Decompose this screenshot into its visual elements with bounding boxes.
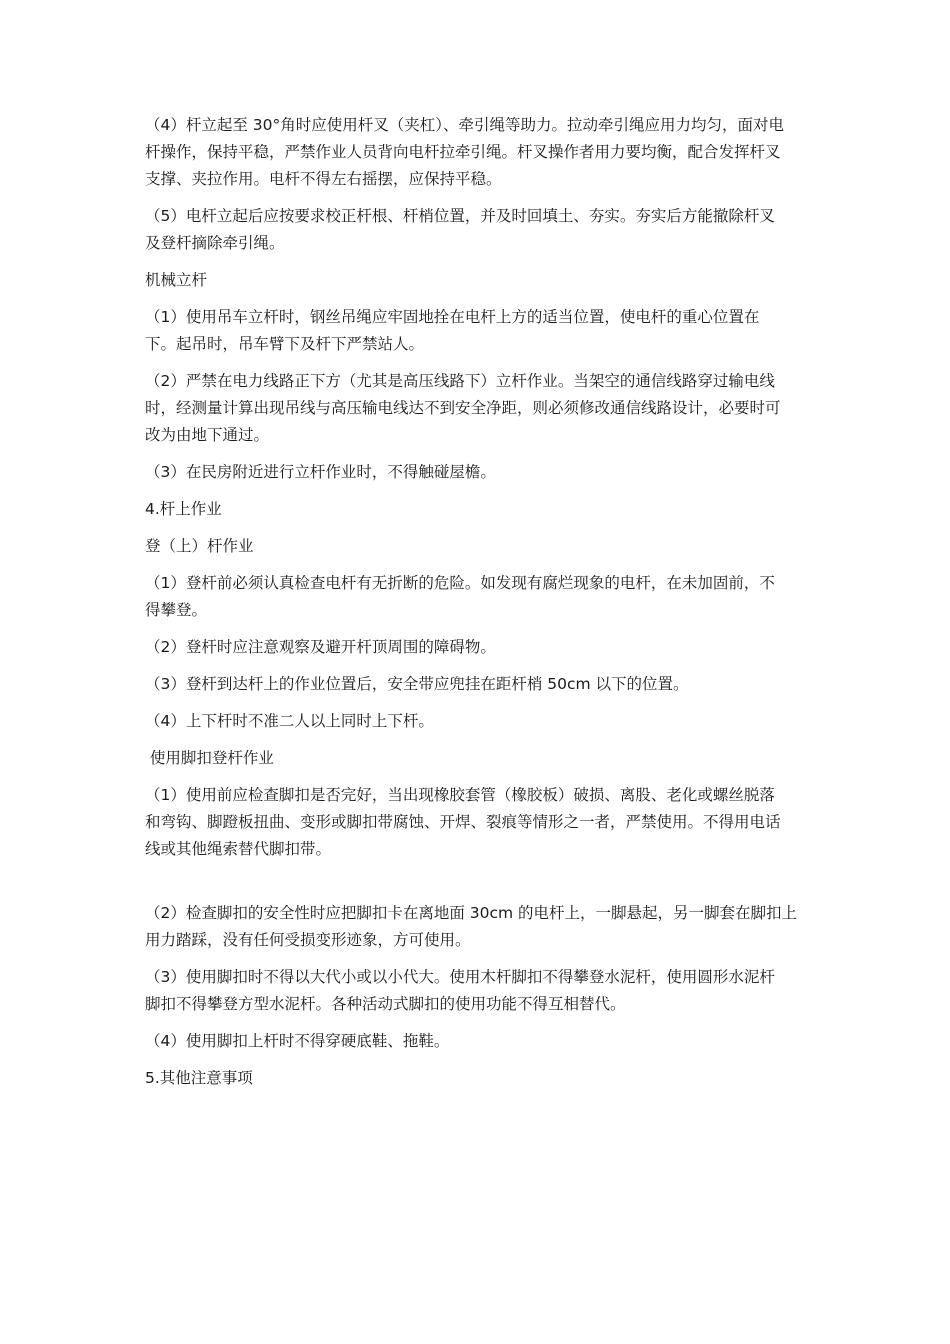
paragraph-buckle-1 <box>145 782 810 863</box>
paragraph-crane-2 <box>145 368 810 449</box>
text-line: （2）严禁在电力线路正下方（尤其是高压线路下）立杆作业。当架空的通信线路穿过输电线 <box>145 372 775 390</box>
text-line: 杆操作，保持平稳，严禁作业人员背向电杆拉牵引绳。杆叉操作者用力要均衡，配合发挥杆叉 <box>145 143 781 161</box>
text-line: 用力踏踩，没有任何受损变形迹象，方可使用。 <box>145 931 471 949</box>
text-line: （2）登杆时应注意观察及避开杆顶周围的障碍物。 <box>145 638 496 656</box>
text-line: （4）使用脚扣上杆时不得穿硬底鞋、拖鞋。 <box>145 1032 450 1050</box>
text-line: 下。起吊时，吊车臂下及杆下严禁站人。 <box>145 335 425 353</box>
text-line: 4.杆上作业 <box>145 500 222 518</box>
text-line: （1）使用前应检查脚扣是否完好，当出现橡胶套管（橡胶板）破损、离股、老化或螺丝脱落 <box>145 786 775 804</box>
text-line: （3）登杆到达杆上的作业位置后，安全带应兜挂在距杆梢 50cm 以下的位置。 <box>145 675 689 693</box>
paragraph-crane-1 <box>145 304 810 358</box>
paragraph-climb-4 <box>145 708 810 735</box>
text-line: （1）登杆前必须认真检查电杆有无折断的危险。如发现有腐烂现象的电杆，在未加固前，不 <box>145 574 775 592</box>
paragraph-pole-raising-5 <box>145 203 810 257</box>
text-line: （2）检查脚扣的安全性时应把脚扣卡在离地面 30cm 的电杆上，一脚悬起，另一脚套在脚扣上 <box>145 904 798 922</box>
text-line: 时，经测量计算出现吊线与高压输电线达不到安全净距，则必须修改通信线路设计，必要时可 <box>145 399 781 417</box>
paragraph-buckle-3 <box>145 964 810 1018</box>
paragraph-climb-2 <box>145 634 810 661</box>
document-body <box>145 112 810 1092</box>
paragraph-climb-3 <box>145 671 810 698</box>
text-line: 改为由地下通过。 <box>145 426 270 444</box>
paragraph-climb-1 <box>145 570 810 624</box>
text-line: 线或其他绳索替代脚扣带。 <box>145 840 332 858</box>
text-line: （4）上下杆时不准二人以上同时上下杆。 <box>145 712 434 730</box>
paragraph-crane-3 <box>145 459 810 486</box>
heading-mechanical-pole-raising <box>145 267 810 294</box>
heading-foot-buckle-climbing <box>145 745 810 772</box>
text-line: 使用脚扣登杆作业 <box>145 749 274 767</box>
text-line: （3）使用脚扣时不得以大代小或以小代大。使用木杆脚扣不得攀登水泥杆，使用圆形水泥杆 <box>145 968 775 986</box>
text-line: （1）使用吊车立杆时，钢丝吊绳应牢固地拴在电杆上方的适当位置，使电杆的重心位置在 <box>145 308 760 326</box>
text-line: （3）在民房附近进行立杆作业时，不得触碰屋檐。 <box>145 463 496 481</box>
paragraph-buckle-2 <box>145 900 810 954</box>
heading-climbing-pole <box>145 533 810 560</box>
paragraph-buckle-4 <box>145 1028 810 1055</box>
text-line: 脚扣不得攀登方型水泥杆。各种活动式脚扣的使用功能不得互相替代。 <box>145 995 626 1013</box>
text-line: 机械立杆 <box>145 271 208 289</box>
heading-on-pole-work <box>145 496 810 523</box>
text-line: 登（上）杆作业 <box>145 537 254 555</box>
text-line: 和弯钩、脚蹬板扭曲、变形或脚扣带腐蚀、开焊、裂痕等情形之一者，严禁使用。不得用电话 <box>145 813 781 831</box>
text-line: 支撑、夹拉作用。电杆不得左右摇摆，应保持平稳。 <box>145 170 502 188</box>
text-line: （5）电杆立起后应按要求校正杆根、杆梢位置，并及时回填土、夯实。夯实后方能撤除杆叉 <box>145 207 775 225</box>
text-line: （4）杆立起至 30°角时应使用杆叉（夹杠）、牵引绳等助力。拉动牵引绳应用力均匀，面对电 <box>145 116 785 134</box>
text-line: 及登杆摘除牵引绳。 <box>145 234 285 252</box>
heading-other-notes <box>145 1065 810 1092</box>
text-line: 5.其他注意事项 <box>145 1069 253 1087</box>
paragraph-pole-raising-4 <box>145 112 810 193</box>
text-line: 得攀登。 <box>145 601 208 619</box>
